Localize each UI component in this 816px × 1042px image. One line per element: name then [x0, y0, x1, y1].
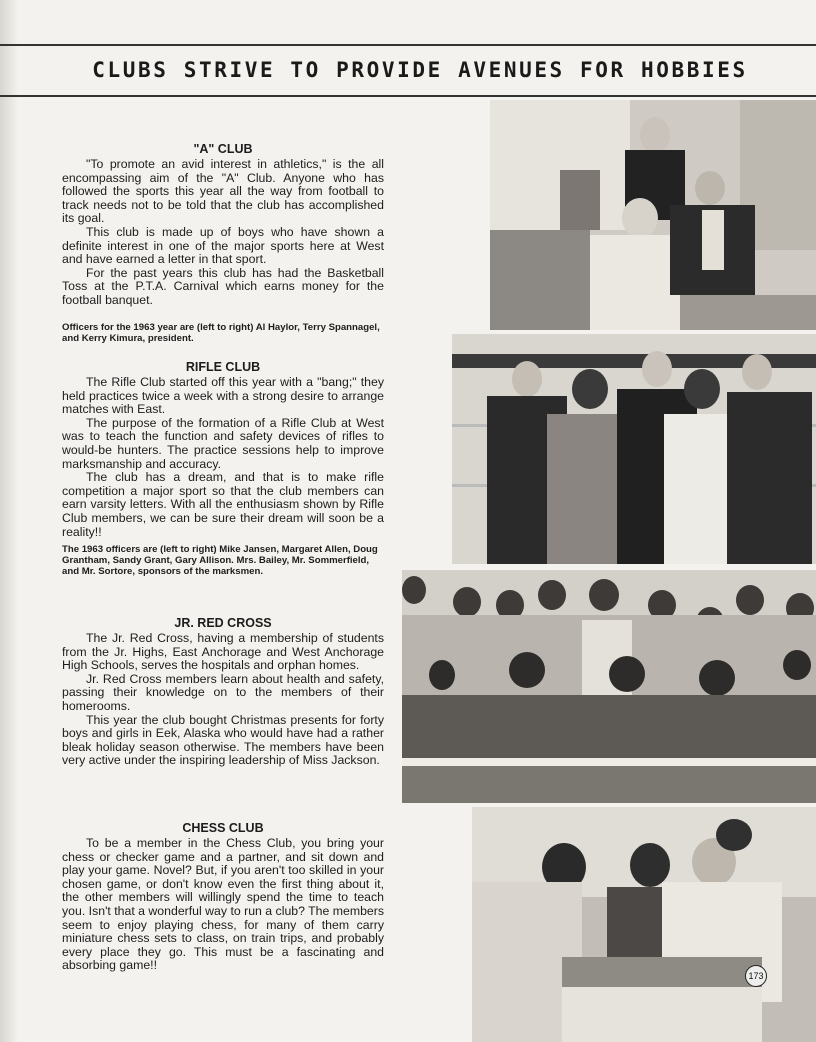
a-club-title: "A" CLUB — [193, 142, 253, 156]
a-club-paragraph-3: For the past years this club has had the Basketball Toss at the P.T.A. Carnival which earns money for the football banquet. — [62, 265, 384, 307]
rifle-club-paragraph-1: The Rifle Club started off this year with a "bang;" they held practices twice a week with a strong desire to arrange matches with East. — [62, 375, 384, 417]
jr-red-cross-paragraph-3: This year the club bought Christmas presents for forty boys and girls in Eek, Alaska who would have had a rather bleak holiday season otherwise. The members have been very active under the inspiring leadership of Miss Jackson. — [62, 712, 384, 768]
rifle-club-section — [62, 360, 384, 577]
jr-red-cross-section — [62, 616, 384, 768]
chess-club-section — [62, 821, 384, 973]
a-club-paragraph-1: "To promote an avid interest in athletics," is the all encompassing aim of the "A" Club. Anyone who has followed the sports this year all the way from football to track needs not to be told that the club has accomplished its goal. — [62, 157, 384, 226]
chess-club-title: CHESS CLUB — [182, 821, 264, 835]
rifle-club-title: RIFLE CLUB — [185, 360, 261, 374]
a-club-photo — [490, 100, 816, 330]
header-bottom-rule — [0, 95, 816, 97]
page-title: CLUBS STRIVE TO PROVIDE AVENUES FOR HOBBIES — [92, 58, 748, 82]
chess-club-photo — [472, 807, 816, 1042]
page-number: 173 — [745, 965, 767, 987]
page-spine-shadow — [0, 0, 18, 1042]
rifle-club-photo — [452, 334, 816, 564]
rifle-club-paragraph-2: The purpose of the formation of a Rifle Club at West was to teach the function and safety devices of rifles to would-be hunters. The practice sessions help to improve marksmanship and accuracy. — [62, 415, 384, 471]
rifle-club-caption: The 1963 officers are (left to right) Mike Jansen, Margaret Allen, Doug Grantham, Sandy Grant, Gary Allison. Mrs. Bailey, Mr. Sommerfield, and Mr. Sortore, sponsors of the marksmen. — [62, 544, 378, 578]
a-club-paragraph-2: This club is made up of boys who have shown a definite interest in one of the major sports here at West and have earned a letter in that sport. — [62, 224, 384, 267]
jr-red-cross-paragraph-2: Jr. Red Cross members learn about health and safety, passing their knowledge on to the members of their homerooms. — [62, 671, 384, 713]
rifle-club-paragraph-3: The club has a dream, and that is to make rifle competition a major sport so that the club members can earn varsity letters. With all the enthusiasm shown by Rifle Club members, we can be sure their dream will soon be a reality!! — [62, 470, 384, 539]
a-club-section — [62, 142, 384, 344]
header-top-rule — [0, 44, 816, 46]
jr-red-cross-paragraph-1: The Jr. Red Cross, having a membership of students from the Jr. Highs, East Anchorage and West Anchorage High Schools, serves the hospitals and orphan homes. — [62, 631, 384, 673]
a-club-caption: Officers for the 1963 year are (left to right) Al Haylor, Terry Spannagel, and Kerry Kimura, president. — [62, 321, 380, 344]
jr-red-cross-photo — [402, 570, 816, 803]
chess-club-paragraph-1: To be a member in the Chess Club, you bring your chess or checker game and a partner, and sit down and play your game. Novel? But, if you aren't too skilled in your chosen game, or don't know even the first thing about it, the other members will willingly spend the time to teach you. Isn't that a wonderful way to run a club? The members seem to enjoy playing chess, for many of them carry miniature chess sets to class, on train trips, and probably every place they go. This must be a fascinating and absorbing game!! — [62, 836, 385, 973]
jr-red-cross-title: JR. RED CROSS — [174, 616, 272, 630]
